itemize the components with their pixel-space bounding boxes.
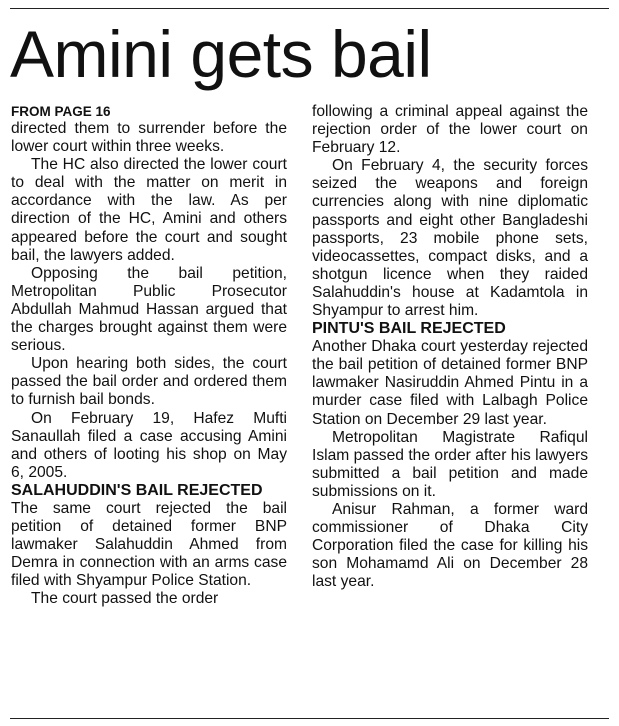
paragraph: directed them to surrender before the lower court within three weeks.: [11, 120, 287, 156]
left-column: [11, 103, 287, 608]
paragraph: following a criminal appeal against the rejection order of the lower court on February 12.: [312, 103, 588, 157]
paragraph: The same court rejected the bail petition of detained former BNP lawmaker Salahuddin Ahmed from Demra in connection with an arms case filed with Shyampur Police Station.: [11, 499, 287, 590]
subheading-salahuddin: SALAHUDDIN'S BAIL REJECTED: [11, 481, 263, 499]
paragraph: Opposing the bail petition, Metropolitan Public Prosecutor Abdullah Mahmud Hassan argued that the charges brought against them were serious.: [11, 264, 287, 355]
paragraph: On February 19, Hafez Mufti Sanaullah filed a case accusing Amini and others of looting his shop on May 6, 2005.: [11, 409, 287, 481]
paragraph: Anisur Rahman, a former ward commissioner of Dhaka City Corporation filed the case for killing his son Mohamamd Ali on December 28 last year.: [312, 500, 588, 591]
paragraph: Upon hearing both sides, the court passed the bail order and ordered them to furnish bail bonds.: [11, 355, 287, 409]
subheading-pintu: PINTU'S BAIL REJECTED: [312, 320, 506, 338]
top-rule: [10, 8, 609, 9]
right-column: [312, 103, 588, 591]
paragraph: The court passed the order: [31, 590, 219, 608]
headline: Amini gets bail: [10, 17, 432, 91]
kicker: FROM PAGE 16: [11, 104, 111, 119]
paragraph: Metropolitan Magistrate Rafiqul Islam passed the order after his lawyers submitted a bail petition and made submissions on it.: [312, 428, 588, 500]
paragraph: The HC also directed the lower court to deal with the matter on merit in accordance with the law. As per direction of the HC, Amini and others appeared before the court and sought bail, the lawyers added.: [11, 156, 287, 264]
bottom-rule: [10, 718, 609, 719]
paragraph: On February 4, the security forces seized the weapons and foreign currencies along with nine diplomatic passports and eight other Bangladeshi passports, 23 mobile phone sets, videocassettes, compact disks, and a shotgun licence when they raided Salahuddin's house at Kadamtola in Shyampur to arrest him.: [312, 157, 588, 320]
paragraph: Another Dhaka court yesterday rejected the bail petition of detained former BNP lawmaker Nasiruddin Ahmed Pintu in a murder case filed with Lalbagh Police Station on December 29 last year.: [312, 338, 588, 428]
